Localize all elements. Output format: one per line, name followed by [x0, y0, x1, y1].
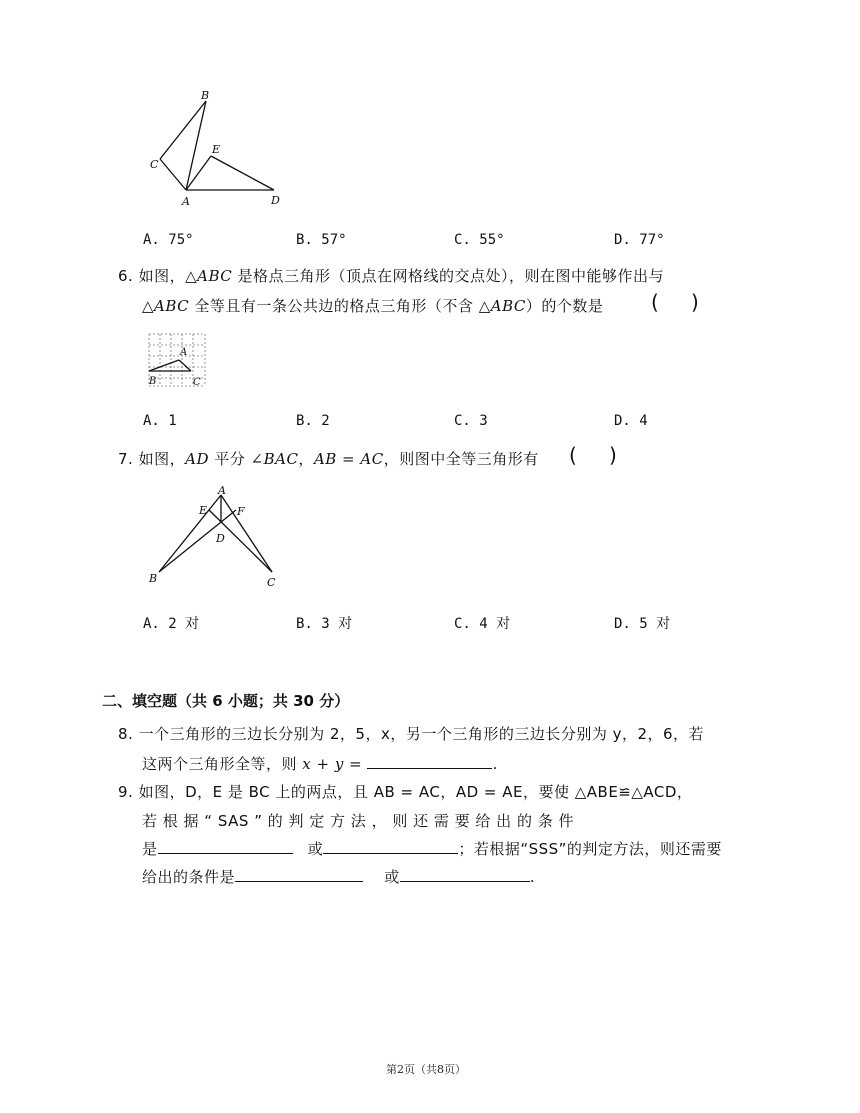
q7-option-d[interactable]: D. 5 对: [614, 616, 671, 632]
q5-figure: [140, 88, 290, 213]
q7-label-d: D: [216, 532, 225, 545]
q7-figure: [145, 485, 285, 593]
q5-option-b[interactable]: B. 57°: [296, 232, 347, 248]
q5-option-a[interactable]: A. 75°: [143, 232, 194, 248]
q9-sss-blank-2[interactable]: [400, 867, 530, 882]
q9-line-2: 若 根 据 “ SAS ” 的 判 定 方 法 ， 则 还 需 要 给 出 的 条 件: [142, 812, 574, 830]
q7-label-f: F: [237, 505, 245, 518]
q6-option-c[interactable]: C. 3: [454, 413, 488, 429]
q5-label-e: E: [212, 143, 221, 156]
q9-line-4: 给出的条件是 或 .: [142, 868, 536, 886]
q6-option-b[interactable]: B. 2: [296, 413, 330, 429]
q7-label-a: A: [218, 485, 226, 497]
q7-option-c[interactable]: C. 4 对: [454, 616, 511, 632]
q7-number: 7.: [118, 450, 134, 468]
q6-line-2: △ABC 全等且有一条公共边的格点三角形（不含 △ABC）的个数是: [142, 297, 604, 315]
q7-label-c: C: [267, 576, 276, 589]
q6-answer-paren-open: (: [651, 290, 659, 314]
q6-figure: [146, 331, 208, 389]
q6-answer-paren-close: ): [691, 290, 699, 314]
q9-sas-blank-1[interactable]: [158, 839, 293, 854]
q5-label-c: C: [150, 158, 159, 171]
q7-option-b[interactable]: B. 3 对: [296, 616, 353, 632]
q9-line-1: 9. 如图，D，E 是 BC 上的两点，且 AB = AC，AD = AE，要使 △ABE≌△ACD，: [118, 783, 693, 801]
page-footer: 第2页（共8页）: [386, 1063, 466, 1076]
q5-label-b: B: [201, 89, 210, 102]
q6-line-1: 6. 如图，△ABC 是格点三角形（顶点在网格线的交点处），则在图中能够作出与: [118, 267, 665, 285]
q6-number: 6.: [118, 267, 134, 285]
q9-sss-blank-1[interactable]: [235, 867, 363, 882]
section-2-heading: 二、填空题（共 6 小题；共 30 分）: [102, 692, 350, 710]
q6-option-a[interactable]: A. 1: [143, 413, 177, 429]
q7-answer-paren-open: (: [569, 443, 577, 467]
q5-option-d[interactable]: D. 77°: [614, 232, 665, 248]
q9-line-3: 是 或 ；若根据“SSS”的判定方法，则还需要: [142, 840, 722, 858]
q7-label-e: E: [199, 504, 208, 517]
q5-label-d: D: [271, 194, 280, 207]
q7-answer-paren-close: ): [609, 443, 617, 467]
q7-label-b: B: [149, 572, 158, 585]
q6-label-b: B: [149, 376, 157, 387]
q7-option-a[interactable]: A. 2 对: [143, 616, 200, 632]
q8-number: 8.: [118, 725, 134, 743]
q5-label-a: A: [182, 195, 190, 208]
q5-option-c[interactable]: C. 55°: [454, 232, 505, 248]
q8-line-2: 这两个三角形全等，则 x + y = .: [142, 755, 498, 773]
q6-option-d[interactable]: D. 4: [614, 413, 648, 429]
q6-label-c: C: [193, 377, 201, 388]
q8-answer-blank[interactable]: [367, 754, 492, 769]
q6-label-a: A: [180, 347, 188, 358]
q9-number: 9.: [118, 783, 134, 801]
q7-line-1: 7. 如图，AD 平分 ∠BAC，AB = AC，则图中全等三角形有: [118, 450, 539, 468]
q8-line-1: 8. 一个三角形的三边长分别为 2，5，x，另一个三角形的三边长分别为 y，2，6，若: [118, 725, 705, 743]
q9-sas-blank-2[interactable]: [323, 839, 458, 854]
